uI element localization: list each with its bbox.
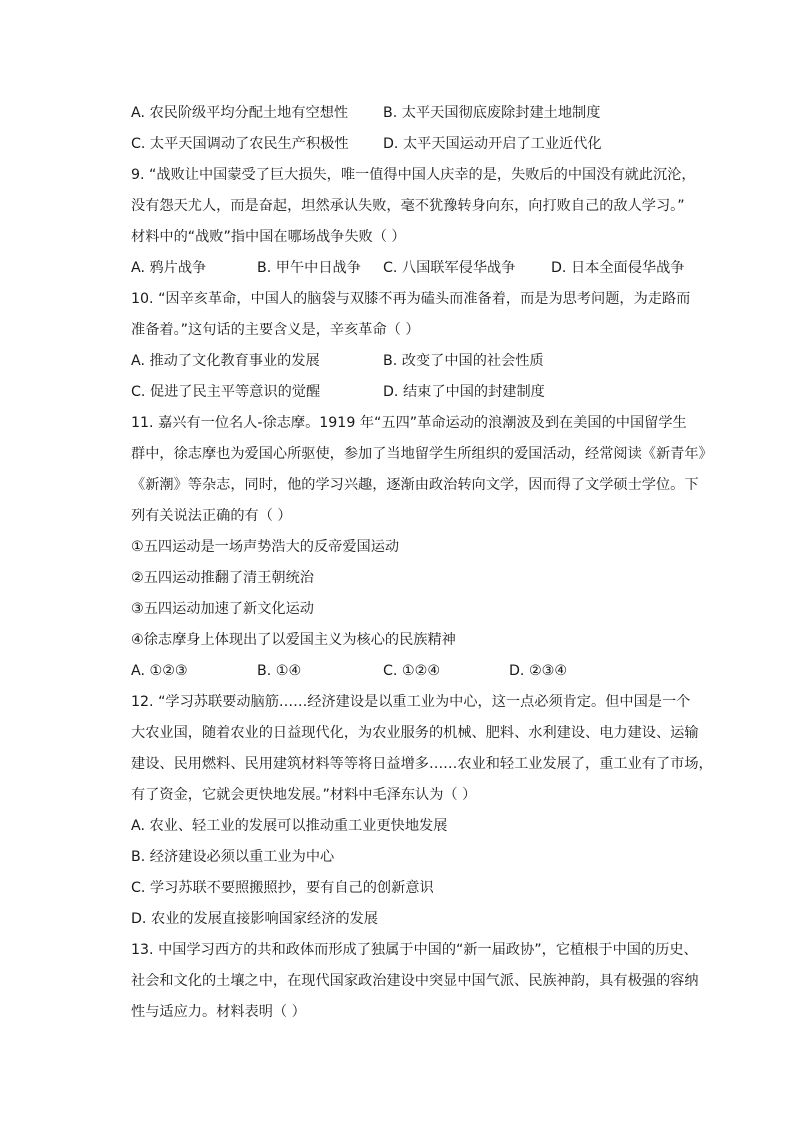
q11-statement-1: ①五四运动是一场声势浩大的反帝爱国运动 [131,539,400,555]
q11-option-a: A. ①②③ [131,663,188,679]
q11-stem-line-2: 群中，徐志摩也为爱国心所驱使，参加了当地留学生所组织的爱国活动，经常阅读《新青年》 [131,446,713,462]
q11-option-c: C. ①②④ [383,663,441,679]
q13-stem-line-2: 社会和文化的土壤之中，在现代国家政治建设中突显中国气派、民族神韵，具有极强的容纳 [131,973,699,989]
q10-option-d: D. 结束了中国的封建制度 [383,384,545,400]
q8-option-b: B. 太平天国彻底废除封建土地制度 [383,105,601,121]
q10-stem-line-2: 准备着。”这句话的主要含义是，辛亥革命（ ） [131,322,420,338]
q11-option-b: B. ①④ [257,663,302,679]
q10-option-a: A. 推动了文化教育事业的发展 [131,353,320,369]
q9-stem-line-1: 9. “战败让中国蒙受了巨大损失，唯一值得中国人庆幸的是，失败后的中国没有就此沉沦， [131,167,696,183]
q8-option-a: A. 农民阶级平均分配土地有空想性 [131,105,349,121]
q12-stem-line-1: 12. “学习苏联要动脑筋……经济建设是以重工业为中心，这一点必须肯定。但中国是一个 [131,694,691,710]
q10-stem-line-1: 10. “因辛亥革命，中国人的脑袋与双膝不再为磕头而准备着，而是为思考问题，为走路而 [131,291,691,307]
q12-stem-line-4: 有了资金，它就会更快地发展。”材料中毛泽东认为（ ） [131,787,477,803]
q11-stem-line-1: 11. 嘉兴有一位名人-徐志摩。1919 年“五四”革命运动的浪潮波及到在美国的中国留学生 [131,415,687,431]
q8-option-d: D. 太平天国运动开启了工业近代化 [383,136,602,152]
q13-stem-line-3: 性与适应力。材料表明（ ） [131,1004,306,1020]
q9-stem-line-2: 没有怨天尤人，而是奋起，坦然承认失败，毫不犹豫转身向东，向打败自己的敌人学习。” [131,198,685,214]
q11-option-d: D. ②③④ [509,663,568,679]
q10-option-c: C. 促进了民主平等意识的觉醒 [131,384,321,400]
q11-statement-2: ②五四运动推翻了清王朝统治 [131,570,314,586]
q12-option-c: C. 学习苏联不要照搬照抄，要有自己的创新意识 [131,880,434,896]
q12-option-b: B. 经济建设必须以重工业为中心 [131,849,335,865]
q12-stem-line-2: 大农业国，随着农业的日益现代化，为农业服务的机械、肥料、水利建设、电力建设、运输 [131,725,699,741]
q12-stem-line-3: 建设、民用燃料、民用建筑材料等等将日益增多……农业和轻工业发展了，重工业有了市场， [131,756,713,772]
q12-option-a: A. 农业、轻工业的发展可以推动重工业更快地发展 [131,818,448,834]
q9-stem-line-3: 材料中的“战败”指中国在哪场战争失败（ ） [131,229,406,245]
q11-statement-3: ③五四运动加速了新文化运动 [131,601,314,617]
q11-stem-line-3: 《新潮》等杂志，同时，他的学习兴趣，逐渐由政治转向文学，因而得了文学硕士学位。下 [131,477,699,493]
q12-option-d: D. 农业的发展直接影响国家经济的发展 [131,911,378,927]
q8-option-c: C. 太平天国调动了农民生产积极性 [131,136,349,152]
q10-option-b: B. 改变了中国的社会性质 [383,353,544,369]
q11-statement-4: ④徐志摩身上体现出了以爱国主义为核心的民族精神 [131,632,456,648]
q9-option-d: D. 日本全面侵华战争 [551,260,685,276]
q9-option-b: B. 甲午中日战争 [257,260,361,276]
q9-option-c: C. 八国联军侵华战争 [383,260,516,276]
q9-option-a: A. 鸦片战争 [131,260,207,276]
q13-stem-line-1: 13. 中国学习西方的共和政体而形成了独属于中国的“新一届政协”，它植根于中国的历史、 [131,942,698,958]
q11-stem-line-4: 列有关说法正确的有（ ） [131,508,292,524]
